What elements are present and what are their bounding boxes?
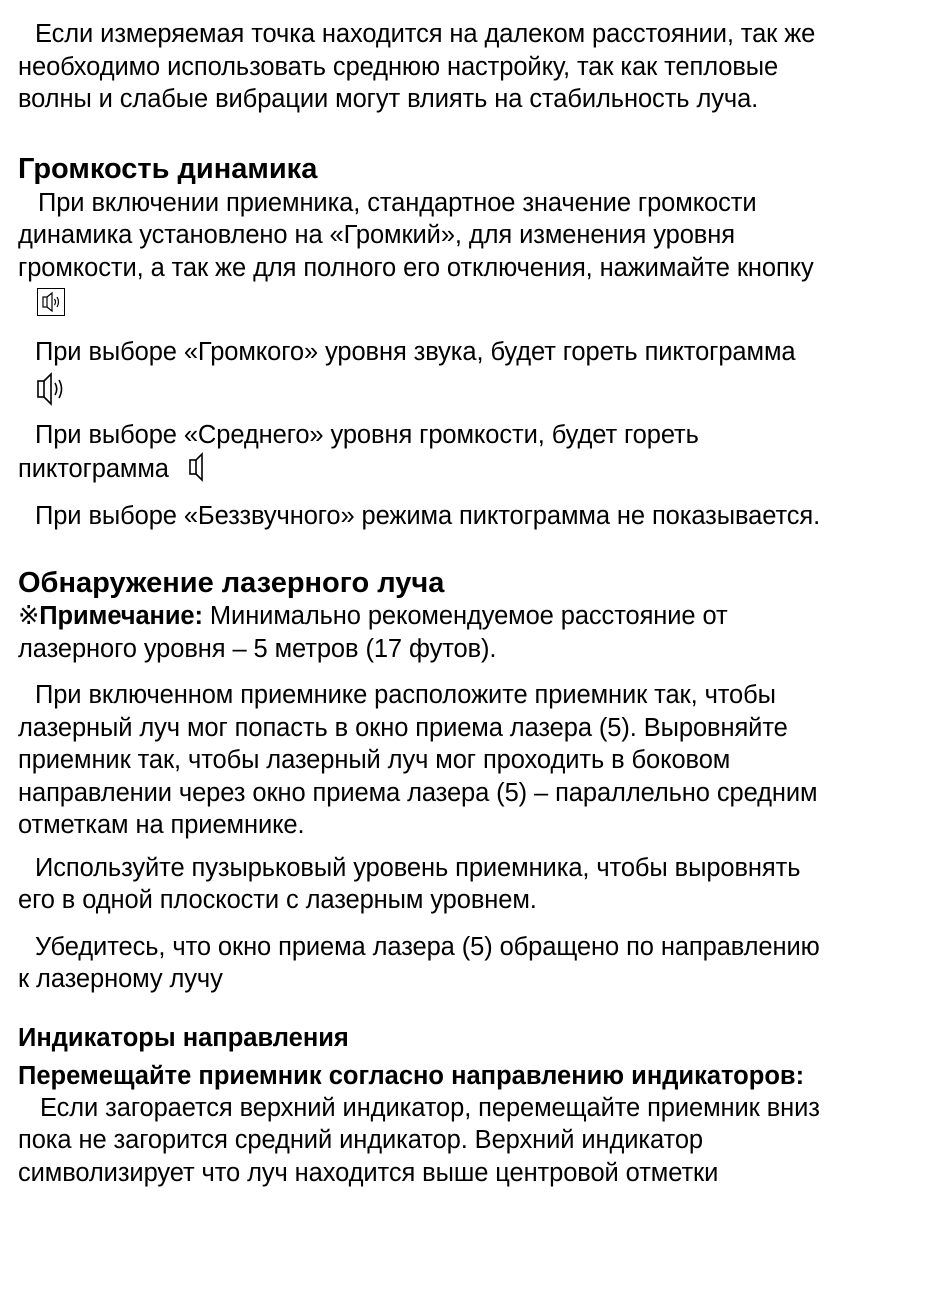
speaker-loud-icon [36,371,72,407]
paragraph-medium: При выборе «Среднего» уровня громкости, будет гореть пиктограмма [18,420,699,483]
paragraph-placement: При включенном приемнике расположите приемник так, чтобы лазерный луч мог попасть в окно приема лазера (5). Выровняйте приемник так, чтобы лазерный луч мог проходить в боковом направлении через окно приема лазера (5) – параллельно средним отметкам на приемнике. [18,681,818,839]
paragraph-top-indicator: Если загорается верхний индикатор, перемещайте приемник вниз пока не загорится средний индикатор. Верхний индикатор символизирует что луч находится выше центровой отметки [18,1093,820,1187]
note-mark: ※ [18,602,40,630]
note-label: Примечание: [39,602,203,630]
heading-move-receiver: Перемещайте приемник согласно направлению индикаторов: [18,1061,805,1090]
speaker-button-icon [37,288,65,316]
paragraph-speaker-default: При включении приемника, стандартное значение громкости динамика установлено на «Громкий», для изменения уровня громкости, а так же для полного его отключения, нажимайте кнопку [18,188,814,282]
paragraph-loud: При выборе «Громкого» уровня звука, будет гореть пиктограмма [35,338,796,366]
paragraph-far-distance: Если измеряемая точка находится на далеком расстоянии, так же необходимо использовать среднюю настройку, так как тепловые волны и слабые вибрации могут влиять на стабильность луча. [18,20,816,113]
paragraph-mute: При выборе «Беззвучного» режима пиктограмма не показывается. [35,501,821,530]
speaker-medium-icon [187,451,213,483]
heading-speaker-volume: Громкость динамика [18,152,318,185]
heading-laser-detection: Обнаружение лазерного луча [18,567,445,599]
paragraph-window-direction: Убедитесь, что окно приема лазера (5) обращено по направлению к лазерному лучу [18,932,820,993]
paragraph-note: ※Примечание: Минимально рекомендуемое расстояние от лазерного уровня – 5 метров (17 футов). [18,602,728,663]
document-page [18,18,938,1189]
paragraph-bubble-level: Используйте пузырьковый уровень приемника, чтобы выровнять его в одной плоскости с лазерным уровнем. [18,853,801,914]
heading-direction-indicators: Индикаторы направления [18,1023,349,1052]
